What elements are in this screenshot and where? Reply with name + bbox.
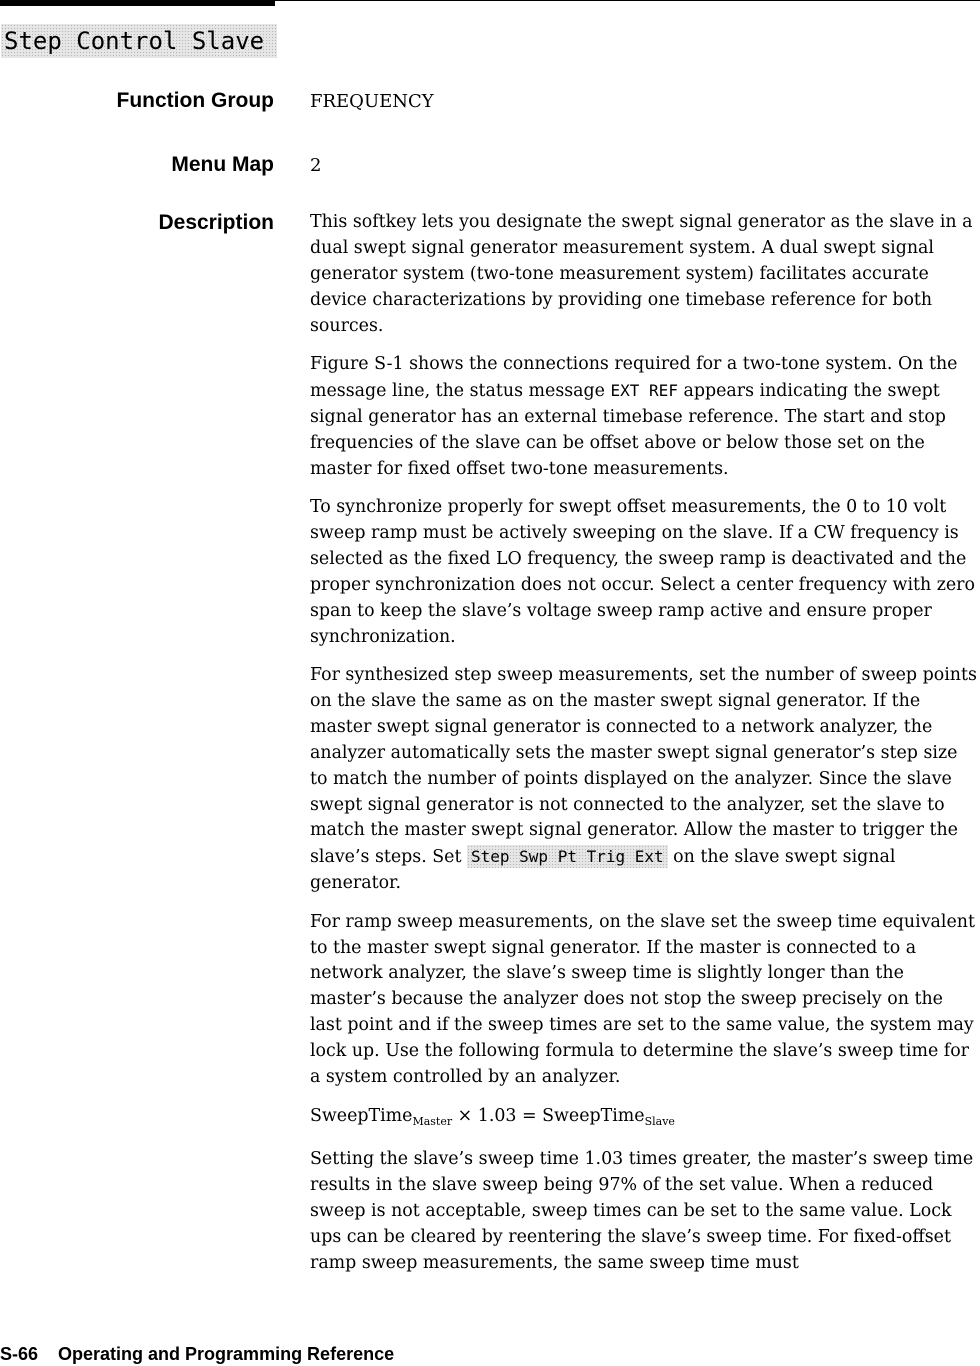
description-paragraph-2 — [310, 352, 978, 483]
p4-text-a: For synthesized step sweep measurements, set the number of sweep points on the slave the same as on the master swept signal generator. If the master swept signal generator is connected to a network analyzer, the analyzer automatically sets the master swept signal generator’s step size to match the number of points displayed on the analyzer. Since the slave swept signal generator is not connected to the analyzer, set the slave to match the master swept signal generator. Allow the master to trigger the slave’s steps. Set — [310, 665, 977, 868]
function-group-label: Function Group — [116, 89, 274, 112]
ext-ref-status-code: EXT REF — [610, 380, 678, 400]
description-paragraph-4 — [310, 663, 978, 897]
p2-text-a: Figure S-1 shows the connections required for a two-tone system. On the message line, the status message — [310, 354, 958, 401]
menu-map-label: Menu Map — [171, 153, 274, 176]
top-rule-thick — [0, 0, 275, 6]
p2-text-b: appears indicating the swept signal generator has an external timebase reference. The start and stop frequencies of the slave can be offset above or below those set on the master for fixed offset two-tone measurements. — [310, 380, 946, 479]
formula-lhs-sub: Master — [412, 1114, 453, 1128]
softkey-title: Step Control Slave — [1, 24, 277, 58]
formula-rhs: SweepTime — [542, 1105, 645, 1126]
formula-rhs-sub: Slave — [644, 1114, 675, 1128]
description-label: Description — [158, 211, 274, 234]
sweep-time-formula — [310, 1104, 978, 1135]
function-group-value: FREQUENCY — [310, 91, 434, 112]
p4-text-b: on the slave swept signal generator. — [310, 847, 896, 894]
formula-operator: × 1.03 = — [452, 1105, 543, 1126]
top-rule-thin — [275, 0, 980, 1]
description-paragraph-6: Setting the slave’s sweep time 1.03 times greater, the master’s sweep time results in the slave sweep being 97% of the set value. When a reduced sweep is not acceptable, sweep times can be set to the same value. Lock ups can be cleared by reentering the slave’s sweep time. For fixed-offset ramp sweep measurements, the same sweep time must — [310, 1148, 974, 1273]
description-paragraph-5: For ramp sweep measurements, on the slave set the sweep time equivalent to the master swept signal generator. If the master is connected to a network analyzer, the slave’s sweep time is slightly longer than the master’s because the analyzer does not stop the sweep precisely on the last point and if the sweep times are set to the same value, the system may lock up. Use the following formula to determine the slave’s sweep time for a system controlled by an analyzer. — [310, 911, 975, 1088]
footer-title: Operating and Programming Reference — [58, 1344, 395, 1364]
description-paragraph-3: To synchronize properly for swept offset measurements, the 0 to 10 volt sweep ramp must be actively sweeping on the slave. If a CW frequency is selected as the fixed LO frequency, the sweep ramp is deactivated and the proper synchronization does not occur. Select a center frequency with zero span to keep the slave’s voltage sweep ramp active and ensure proper synchronization. — [310, 497, 975, 647]
description-body — [310, 210, 978, 1289]
softkey-step-swp-pt-trig-ext: Step Swp Pt Trig Ext — [467, 845, 668, 868]
page-footer — [0, 1344, 394, 1365]
description-paragraph-1: This softkey lets you designate the swept signal generator as the slave in a dual swept signal generator measurement system. A dual swept signal generator system (two-tone measurement system) facilitates accurate device characterizations by providing one timebase reference for both sources. — [310, 212, 973, 336]
formula-lhs: SweepTime — [310, 1105, 413, 1126]
menu-map-value: 2 — [310, 155, 322, 176]
page-number: S-66 — [0, 1344, 39, 1364]
